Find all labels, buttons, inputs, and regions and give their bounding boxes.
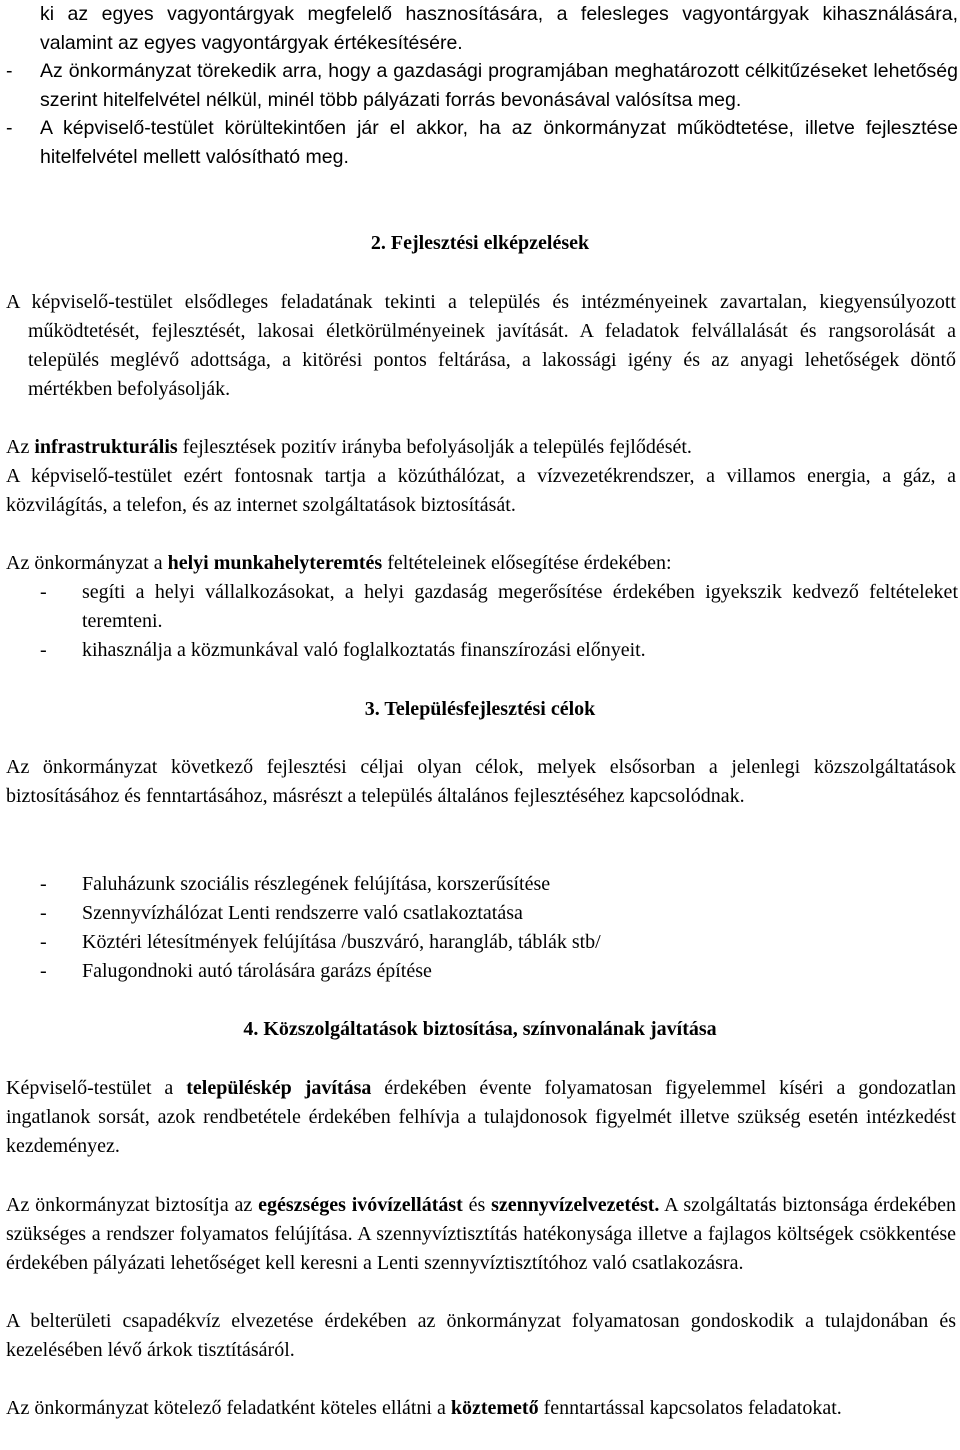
list-item bbox=[6, 57, 958, 114]
section-3-paragraph: Az önkormányzat következő fejlesztési céljai olyan célok, melyek elsősorban a jelenlegi közszolgáltatások biztosításához és fenntartásához, másrészt a település általános fejlesztéséhez kapcsolódnak. bbox=[6, 756, 956, 807]
section-4-paragraph-3: A belterületi csapadékvíz elvezetése érdekében az önkormányzat folyamatosan gondoskodik a tulajdonában és kezelésében lévő árkok tisztításáról. bbox=[6, 1310, 956, 1361]
section-3-list bbox=[40, 870, 958, 986]
section-2-paragraph-1-text: A képviselő-testület elsődleges feladatának tekinti a település és intézményeinek zavartalan, kiegyensúlyozott működtetését, fejlesztését, lakosai életkörülményeinek javítását. A feladatok felvállalását és rangsorolását a település meglévő adottsága, a kitörési pontos feltárása, a lakossági igény és az anyagi lehetőségek döntő mértékben befolyásolják. bbox=[6, 291, 956, 400]
bold-run: egészséges ivóvízellátást bbox=[258, 1194, 463, 1216]
list-item bbox=[40, 636, 958, 665]
text-run: érdekében évente folyamatosan figyelemmel kíséri a gondozatlan ingatlanok sorsát, azok rendbetétele érdekében felhívja a tulajdonosok figyelmét illetve szükség esetén intézkedést kezdeményez. bbox=[6, 1077, 957, 1157]
bold-run: infrastrukturális bbox=[34, 436, 178, 458]
list-item-text: Falugondnoki autó tárolására garázs építése bbox=[82, 960, 432, 982]
section-2-paragraph-4 bbox=[6, 549, 956, 578]
section-2-paragraph-1 bbox=[6, 288, 956, 404]
section-2-paragraph-2 bbox=[6, 433, 956, 462]
list-item bbox=[40, 578, 958, 636]
bold-run: szennyvízelvezetést. bbox=[491, 1194, 660, 1216]
list-item-text: A képviselő-testület körültekintően jár el akkor, ha az önkormányzat működtetése, illetve fejlesztése hitelfelvétel mellett valósítható meg. bbox=[40, 117, 958, 168]
list-item bbox=[40, 957, 958, 986]
list-item-text: Az önkormányzat törekedik arra, hogy a gazdasági programjában meghatározott célkitűzéseket lehetőség szerint hitelfelvétel nélkül, minél több pályázati forrás bevonásával valósítsa meg. bbox=[40, 60, 958, 111]
list-item-text: Faluházunk szociális részlegének felújítása, korszerűsítése bbox=[82, 873, 551, 895]
list-item bbox=[40, 928, 958, 957]
section-2-heading: 2. Fejlesztési elképzelések bbox=[370, 232, 590, 254]
section-2-list bbox=[40, 578, 958, 665]
text-run: fenntartással kapcsolatos feladatokat. bbox=[538, 1397, 842, 1419]
list-dash: - bbox=[40, 581, 47, 603]
text-run: feltételeinek elősegítése érdekében: bbox=[382, 552, 672, 574]
section-4-paragraph-1 bbox=[6, 1074, 956, 1161]
text-run: Az önkormányzat a bbox=[6, 552, 168, 574]
bold-run: településkép javítása bbox=[186, 1077, 372, 1099]
intro-continuation: ki az egyes vagyontárgyak megfelelő hasznosítására, a felesleges vagyontárgyak kihasználására, valamint az egyes vagyontárgyak értékesítésére. bbox=[40, 3, 958, 54]
list-dash: - bbox=[40, 902, 47, 924]
list-dash: - bbox=[40, 931, 47, 953]
bold-run: helyi munkahelyteremtés bbox=[167, 552, 383, 574]
list-item-text: Szennyvízhálózat Lenti rendszerre való csatlakoztatása bbox=[82, 902, 523, 924]
list-item bbox=[40, 870, 958, 899]
text-run: fejlesztések pozitív irányba befolyásolják a település fejlődését. bbox=[177, 436, 692, 458]
list-dash: - bbox=[6, 117, 13, 139]
section-4-paragraph-2 bbox=[6, 1191, 956, 1278]
list-item-text: segíti a helyi vállalkozásokat, a helyi gazdaság megerősítése érdekében igyekszik kedvező feltételeket teremteni. bbox=[82, 581, 958, 632]
list-item-text: kihasználja a közmunkával való foglalkoztatás finanszírozási előnyeit. bbox=[82, 639, 646, 661]
text-run: Az önkormányzat kötelező feladatként köteles ellátni a bbox=[6, 1397, 451, 1419]
list-dash: - bbox=[40, 639, 47, 661]
list-item bbox=[6, 114, 958, 171]
text-run: Képviselő-testület a bbox=[6, 1077, 187, 1099]
section-2-paragraph-3: A képviselő-testület ezért fontosnak tartja a közúthálózat, a vízvezetékrendszer, a villamos energia, a gáz, a közvilágítás, a telefon, és az internet szolgáltatások biztosítását. bbox=[6, 465, 956, 516]
text-run: Az önkormányzat biztosítja az bbox=[6, 1194, 259, 1216]
section-3-heading: 3. Településfejlesztési célok bbox=[364, 698, 596, 720]
list-dash: - bbox=[40, 960, 47, 982]
list-item-text: Köztéri létesítmények felújítása /buszváró, harangláb, táblák stb/ bbox=[82, 931, 601, 953]
text-run: Az bbox=[6, 436, 35, 458]
list-item bbox=[40, 899, 958, 928]
text-run: és bbox=[462, 1194, 492, 1216]
text-run: A szolgáltatás biztonsága érdekében szükséges a rendszer folyamatos felújítása. A szennyvíztisztítás hatékonysága illetve a fajlagos költségek csökkentése érdekében pályázati lehetőséget kell keresni a Lenti szennyvíztisztítóhoz való csatlakozásra. bbox=[6, 1194, 956, 1274]
section-4-heading: 4. Közszolgáltatások biztosítása, színvonalának javítása bbox=[243, 1018, 717, 1040]
top-list-block bbox=[6, 0, 958, 171]
section-4-paragraph-4 bbox=[6, 1394, 956, 1423]
list-dash: - bbox=[6, 60, 13, 82]
list-dash: - bbox=[40, 873, 47, 895]
bold-run: köztemető bbox=[450, 1397, 539, 1419]
